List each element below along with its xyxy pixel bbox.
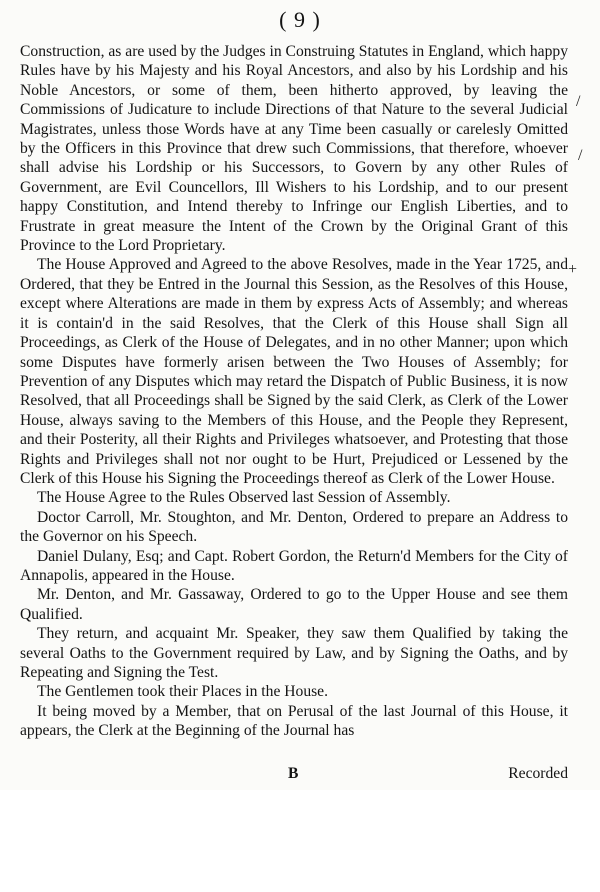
margin-tick-mark: /	[576, 93, 581, 110]
paragraph: Mr. Denton, and Mr. Gassaway, Ordered to go to the Upper House and see them Qualified.	[20, 586, 568, 623]
margin-cross-mark: +	[568, 261, 578, 278]
paragraph: It being moved by a Member, that on Perusal of the last Journal of this House, it appears, the Clerk at the Beginning of the Journal has	[20, 702, 568, 740]
paragraph: The Gentlemen took their Places in the House.	[37, 683, 329, 701]
body-text	[20, 42, 568, 741]
paragraph: Daniel Dulany, Esq; and Capt. Robert Gordon, the Return'd Members for the City of Annapolis, appeared in the House.	[20, 547, 568, 584]
page-number: ( 9 )	[279, 7, 321, 32]
signature-mark: B	[288, 765, 299, 782]
margin-tick-mark: /	[578, 147, 583, 164]
paragraph: They return, and acquaint Mr. Speaker, they saw them Qualified by taking the several Oaths to the Government required by Law, and by Signing the Oaths, and by Repeating and Signing the Test.	[20, 625, 568, 681]
catchword: Recorded	[508, 765, 568, 782]
paragraph: Doctor Carroll, Mr. Stoughton, and Mr. Denton, Ordered to prepare an Address to the Governor on his Speech.	[20, 508, 568, 546]
paragraph: Construction, as are used by the Judges in Construing Statutes in England, which happy Rules have by his Majesty and his Royal Ancestors, and also by his Lordship and his Noble Ancestors, or some of them, been hitherto approved, by leaving the Commissions of Judicature to include Directions of that Nature to the several Judicial Magistrates, unless those Words have at any Time been casually or carelesly Omitted by the Officers in this Province that drew such Commissions, that therefore, whoever shall advise his Lordship or his Successors, to Govern by any other Rules of Government, are Evil Councellors, Ill Wishers to his Lordship, and to our present happy Constitution, and Intend thereby to Infringe our English Liberties, and to Frustrate in great measure the Intent of the Crown by the Original Grant of this Province to the Lord Proprietary.	[20, 43, 568, 255]
page-footer	[20, 764, 568, 784]
paragraph: The House Agree to the Rules Observed last Session of Assembly.	[37, 489, 451, 507]
paragraph: The House Approved and Agreed to the above Resolves, made in the Year 1725, and Ordered, that they be Entred in the Journal this Session, as the Resolves of this House, except where Alterations are made in them by express Acts of Assembly; and whereas it is contain'd in the said Resolves, that the Clerk of this House shall Sign all Proceedings, as Clerk of the House of Delegates, and in no other Manner; upon which some Disputes have formerly arisen between the Two Houses of Assembly; for Prevention of any Disputes which may retard the Dispatch of Public Business, it is now Resolved, that all Proceedings shall be Signed by the said Clerk, as Clerk of the Lower House, always saving to the Members of this House, and the People they Represent, and their Posterity, all their Rights and Privileges whatsoever, and Protesting that those Rights and Privileges shall not nor ought to be Hurt, Prejudiced or Lessened by the Clerk of this House his Signing the Proceedings thereof as Clerk of the Lower House.	[20, 256, 568, 487]
blank-margin	[0, 790, 600, 892]
